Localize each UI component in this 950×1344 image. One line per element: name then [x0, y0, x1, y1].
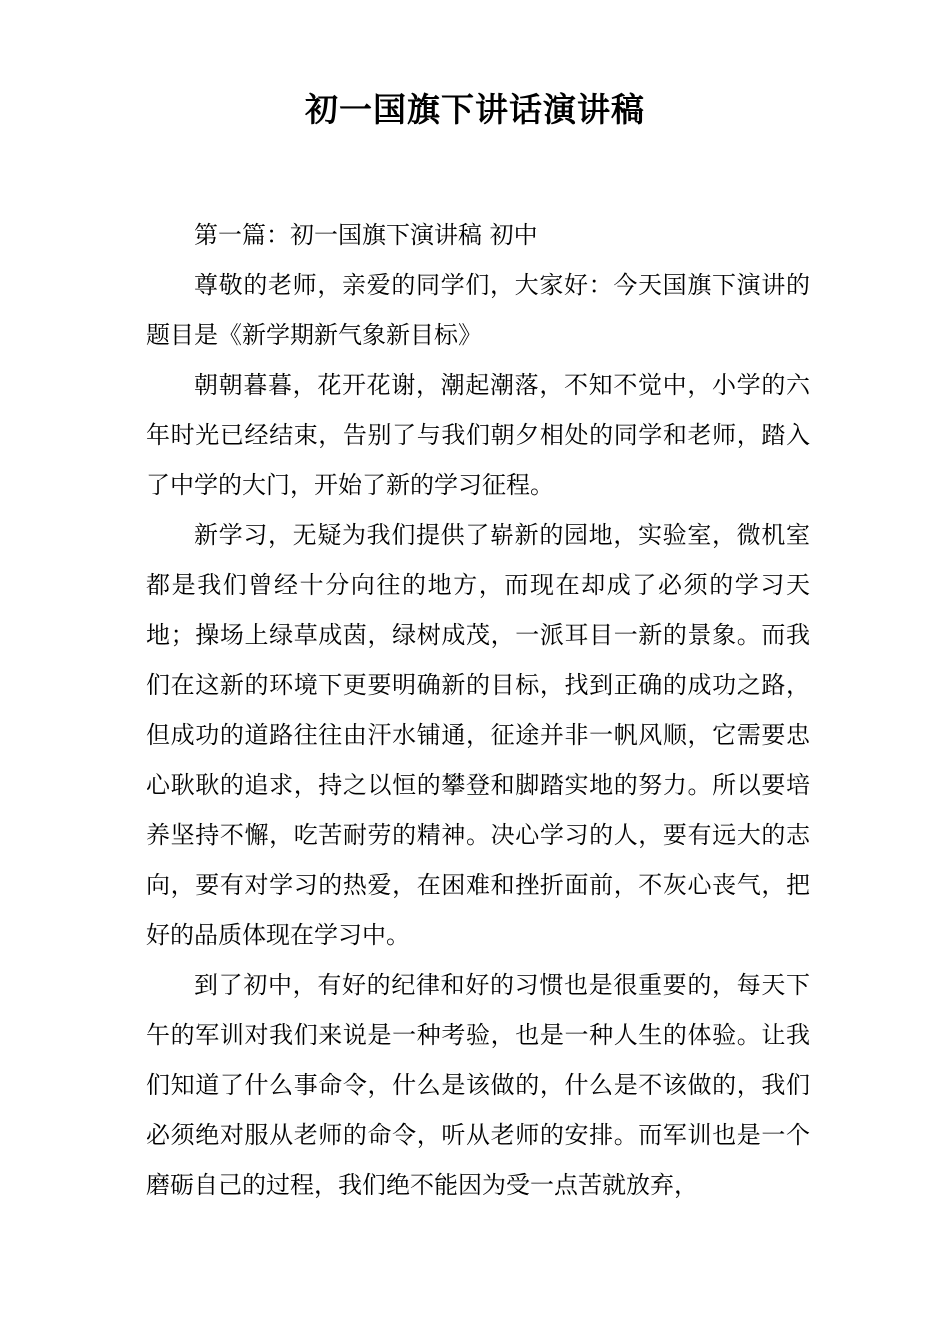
- paragraph-greeting: 尊敬的老师，亲爱的同学们，大家好：今天国旗下演讲的题目是《新学期新气象新目标》: [146, 271, 810, 349]
- paragraph-primary-school-ended: 朝朝暮暮，花开花谢，潮起潮落，不知不觉中，小学的六年时光已经结束，告别了与我们朝夕相处的同学和老师，踏入了中学的大门，开始了新的学习征程。: [146, 371, 810, 499]
- paragraph-discipline-military-training: 到了初中，有好的纪律和好的习惯也是很重要的，每天下午的军训对我们来说是一种考验，也是一种人生的体验。让我们知道了什么事命令，什么是该做的，什么是不该做的，我们必须绝对服从老师的命令，听从老师的安排。而军训也是一个磨砺自己的过程，我们绝不能因为受一点苦就放弃，: [146, 971, 810, 1199]
- paragraph-new-study: 新学习，无疑为我们提供了崭新的园地，实验室，微机室都是我们曾经十分向往的地方，而现在却成了必须的学习天地；操场上绿草成茵，绿树成茂，一派耳目一新的景象。而我们在这新的环境下更要明确新的目标，找到正确的成功之路，但成功的道路往往由汗水铺通，征途并非一帆风顺，它需要忠心耿耿的追求，持之以恒的攀登和脚踏实地的努力。所以要培养坚持不懈，吃苦耐劳的精神。决心学习的人，要有远大的志向，要有对学习的热爱，在困难和挫折面前，不灰心丧气，把好的品质体现在学习中。: [146, 521, 810, 949]
- document-body: [146, 210, 810, 1210]
- document-title: 初一国旗下讲话演讲稿: [305, 90, 645, 129]
- paragraph-section-heading: 第一篇：初一国旗下演讲稿 初中: [194, 221, 538, 249]
